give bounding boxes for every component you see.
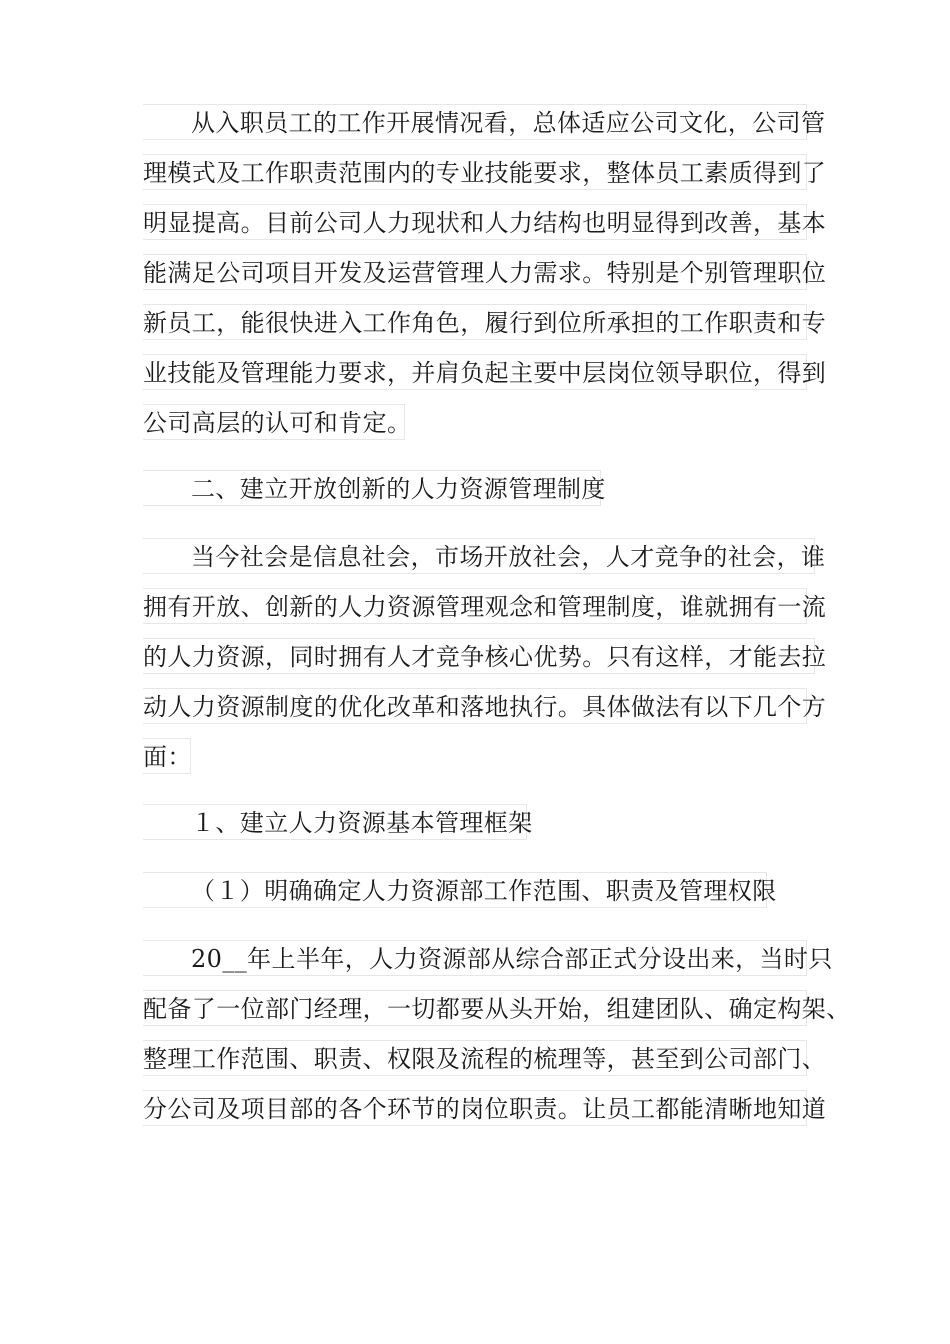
paragraph-1-line-2: 理模式及工作职责范围内的专业技能要求，整体员工素质得到了 <box>143 154 807 190</box>
section-heading-2: 二、建立开放创新的人力资源管理制度 <box>143 470 601 506</box>
subsection-heading-1-1: （１）明确确定人力资源部工作范围、职责及管理权限 <box>143 872 767 908</box>
paragraph-1-line-5: 新员工，能很快进入工作角色，履行到位所承担的工作职责和专 <box>143 304 807 340</box>
paragraph-3-line-4: 动人力资源制度的优化改革和落地执行。具体做法有以下几个方 <box>143 688 807 724</box>
paragraph-1-line-6: 业技能及管理能力要求，并肩负起主要中层岗位领导职位，得到 <box>143 354 807 390</box>
paragraph-6-line-3: 整理工作范围、职责、权限及流程的梳理等，甚至到公司部门、 <box>143 1040 807 1076</box>
paragraph-3-line-3: 的人力资源，同时拥有人才竞争核心优势。只有这样，才能去拉 <box>143 638 815 674</box>
paragraph-1-line-1: 从入职员工的工作开展情况看，总体适应公司文化，公司管 <box>143 104 807 140</box>
paragraph-1-line-3: 明显提高。目前公司人力现状和人力结构也明显得到改善，基本 <box>143 204 807 240</box>
paragraph-6-line-2: 配备了一位部门经理，一切都要从头开始，组建团队、确定构架、 <box>143 990 807 1026</box>
paragraph-3-line-2: 拥有开放、创新的人力资源管理观念和管理制度，谁就拥有一流 <box>143 588 807 624</box>
paragraph-3-line-5: 面： <box>143 738 191 774</box>
paragraph-3-line-1: 当今社会是信息社会，市场开放社会，人才竞争的社会，谁 <box>143 538 815 574</box>
subsection-heading-1: １、建立人力资源基本管理框架 <box>143 804 527 840</box>
paragraph-6-line-1: 20__年上半年，人力资源部从综合部正式分设出来，当时只 <box>143 940 807 976</box>
paragraph-1-line-4: 能满足公司项目开发及运营管理人力需求。特别是个别管理职位 <box>143 254 807 290</box>
paragraph-6-line-4: 分公司及项目部的各个环节的岗位职责。让员工都能清晰地知道 <box>143 1090 807 1126</box>
paragraph-1-line-7: 公司高层的认可和肯定。 <box>143 404 405 440</box>
